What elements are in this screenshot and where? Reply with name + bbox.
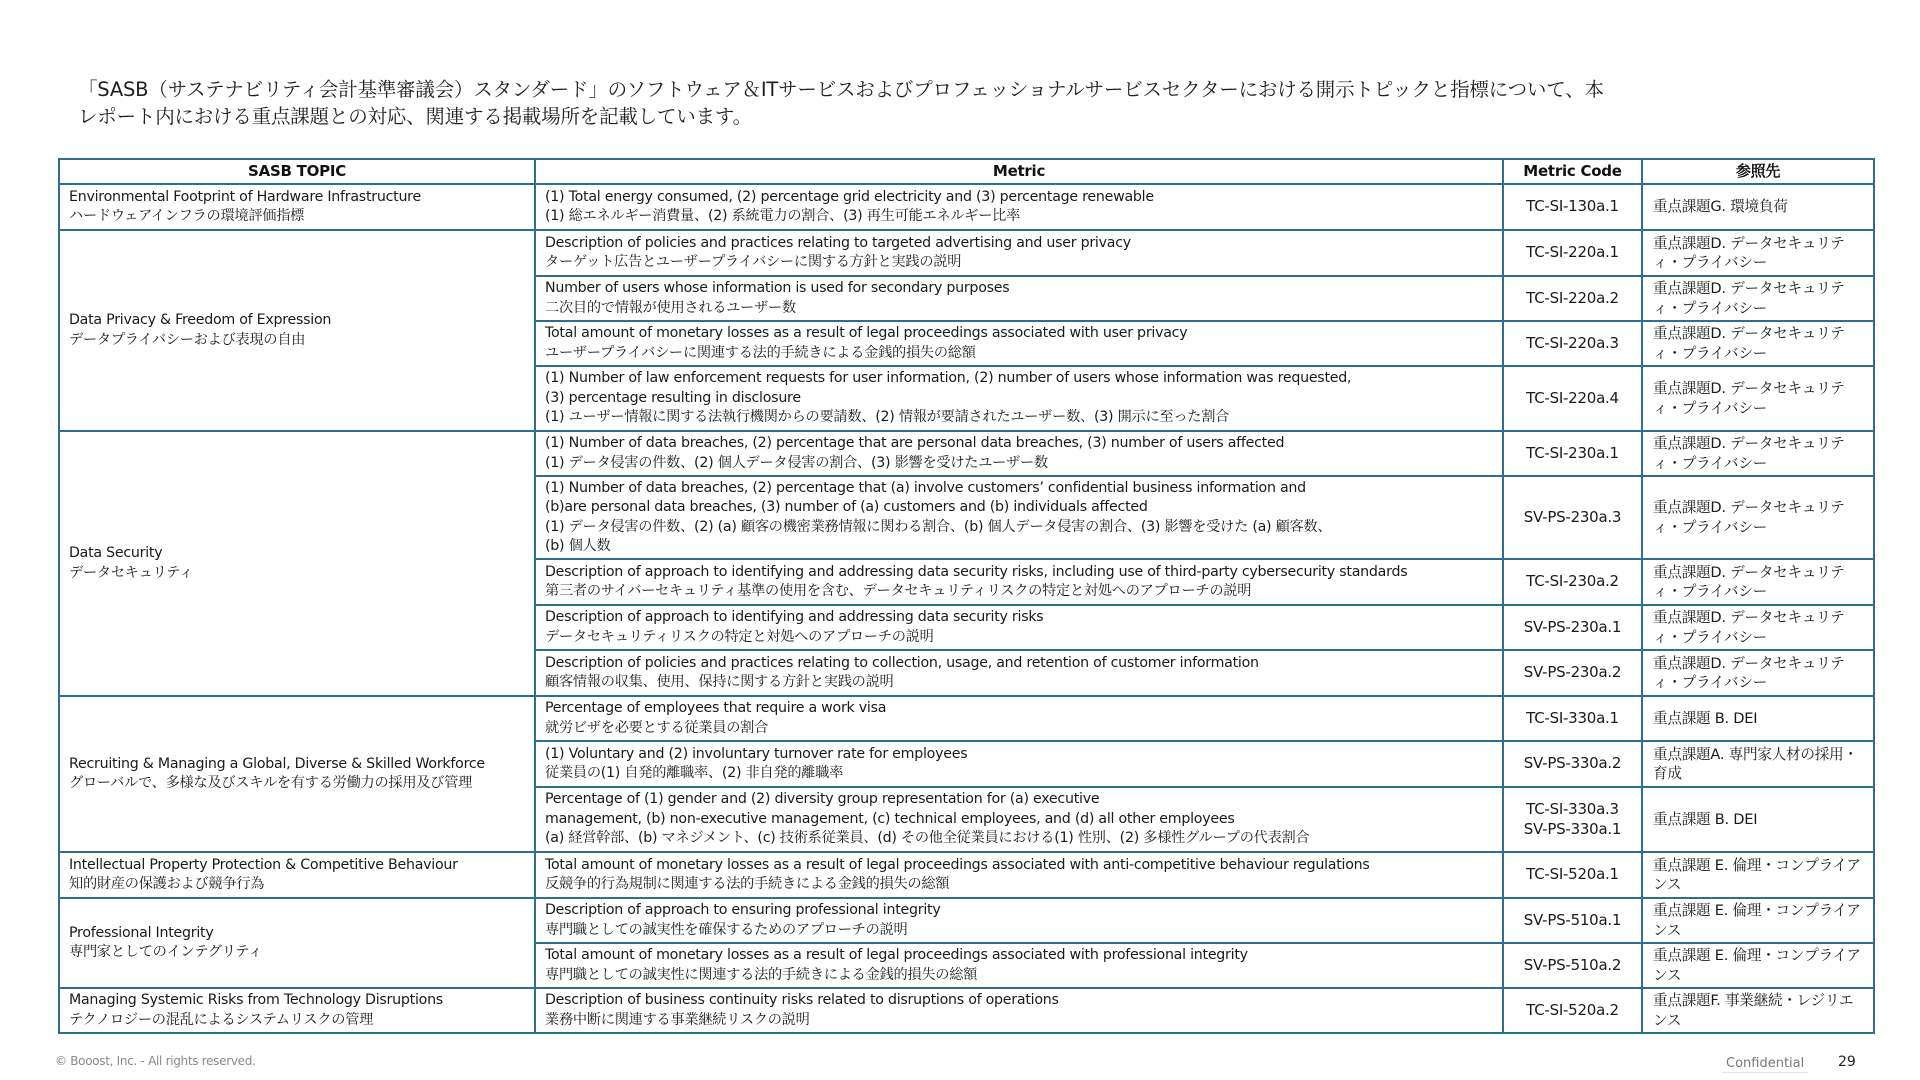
reference-cell: 重点課題 E. 倫理・コンプライアンス — [1642, 852, 1874, 898]
metric-code-cell: TC-SI-130a.1 — [1503, 184, 1642, 230]
metric-line: (3) percentage resulting in disclosure — [545, 389, 801, 406]
metric-line: (a) 経営幹部、(b) マネジメント、(c) 技術系従業員、(d) その他全従業員における(1) 性別、(2) 多様性グループの代表割合 — [545, 830, 1310, 847]
metric-cell — [535, 787, 1503, 852]
metric-cell — [535, 559, 1503, 605]
metric-line: 就労ビザを必要とする従業員の割合 — [545, 719, 769, 736]
topic-cell — [59, 696, 535, 852]
metric-cell — [535, 321, 1503, 366]
metric-code-cell: TC-SI-520a.1 — [1503, 852, 1642, 898]
topic-en: Professional Integrity — [69, 924, 214, 941]
topic-en: Data Security — [69, 545, 163, 561]
header-sasb-topic: SASB TOPIC — [59, 159, 535, 184]
table-header-row — [59, 159, 1874, 184]
topic-en: Recruiting & Managing a Global, Diverse & Skilled Workforce — [69, 755, 485, 772]
topic-ja: グローバルで、多様な及びスキルを有する労働力の採用及び管理 — [69, 775, 473, 791]
metric-line: (b)are personal data breaches, (3) number of (a) customers and (b) individuals affected — [545, 499, 1148, 515]
metric-cell — [535, 943, 1503, 988]
metric-line: Description of approach to identifying and addressing data security risks, including use of third-party cybersecurity standards — [545, 563, 1408, 580]
metric-line: Description of policies and practices relating to collection, usage, and retention of customer information — [545, 654, 1259, 671]
table-row — [59, 431, 1874, 476]
topic-cell — [59, 898, 535, 988]
metric-line: ターゲット広告とユーザープライバシーに関する方針と実践の説明 — [545, 254, 962, 270]
topic-cell — [59, 184, 535, 230]
topic-en: Intellectual Property Protection & Competitive Behaviour — [69, 856, 458, 873]
confidential-label: Confidential — [1722, 1056, 1808, 1073]
metric-cell — [535, 852, 1503, 898]
table-row — [59, 184, 1874, 230]
metric-line: (b) 個人数 — [545, 538, 611, 554]
metric-line: management, (b) non-executive management, (c) technical employees, and (d) all other employees — [545, 810, 1235, 827]
reference-cell: 重点課題 E. 倫理・コンプライアンス — [1642, 898, 1874, 943]
metric-code-cell: TC-SI-520a.2 — [1503, 988, 1642, 1033]
metric-line: Description of policies and practices relating to targeted advertising and user privacy — [545, 234, 1131, 251]
intro-line-1: 「SASB（サステナビリティ会計基準審議会）スタンダード」のソフトウェア＆ITサービスおよびプロフェッショナルサービスセクターにおける開示トピックと指標について、本 — [78, 78, 1604, 101]
metric-line: 業務中断に関連する事業継続リスクの説明 — [545, 1011, 810, 1028]
topic-cell — [59, 988, 535, 1033]
topic-en: Managing Systemic Risks from Technology Disruptions — [69, 992, 443, 1008]
reference-cell: 重点課題F. 事業継続・レジリエンス — [1642, 988, 1874, 1033]
metric-line: Description of approach to ensuring professional integrity — [545, 902, 941, 918]
metric-line: Description of approach to identifying and addressing data security risks — [545, 609, 1044, 625]
metric-cell — [535, 650, 1503, 696]
metric-line: Percentage of employees that require a work visa — [545, 700, 887, 716]
metric-line: (1) Number of data breaches, (2) percentage that are personal data breaches, (3) number of users affected — [545, 435, 1285, 451]
table-row — [59, 852, 1874, 898]
metric-code-cell: TC-SI-220a.4 — [1503, 366, 1642, 431]
intro-text — [78, 76, 1858, 130]
reference-cell: 重点課題D. データセキュリティ・プライバシー — [1642, 431, 1874, 476]
metric-line: ユーザープライバシーに関連する法的手続きによる金銭的損失の総額 — [545, 344, 976, 361]
metric-line: 反競争的行為規制に関連する法的手続きによる金銭的損失の総額 — [545, 876, 950, 892]
metric-code-cell: SV-PS-230a.1 — [1503, 605, 1642, 650]
metric-line: Total amount of monetary losses as a result of legal proceedings associated with professional integrity — [545, 947, 1248, 963]
topic-cell — [59, 431, 535, 696]
metric-cell — [535, 605, 1503, 650]
reference-cell: 重点課題D. データセキュリティ・プライバシー — [1642, 366, 1874, 431]
metric-code-cell: TC-SI-330a.1 — [1503, 696, 1642, 741]
table-row — [59, 230, 1874, 276]
header-metric-code: Metric Code — [1503, 159, 1642, 184]
reference-cell: 重点課題D. データセキュリティ・プライバシー — [1642, 650, 1874, 696]
reference-cell: 重点課題D. データセキュリティ・プライバシー — [1642, 276, 1874, 321]
reference-cell: 重点課題D. データセキュリティ・プライバシー — [1642, 559, 1874, 605]
metric-code-cell: TC-SI-230a.2 — [1503, 559, 1642, 605]
reference-cell: 重点課題A. 専門家人材の採用・育成 — [1642, 741, 1874, 787]
metric-line: 第三者のサイバーセキュリティ基準の使用を含む、データセキュリティリスクの特定と対処へのアプローチの説明 — [545, 583, 1252, 599]
metric-line: 専門職としての誠実性に関連する法的手続きによる金銭的損失の総額 — [545, 966, 978, 983]
metric-code-cell: SV-PS-230a.3 — [1503, 476, 1642, 559]
metric-line: Total amount of monetary losses as a result of legal proceedings associated with anti-competitive behaviour regulations — [545, 856, 1370, 873]
reference-cell: 重点課題D. データセキュリティ・プライバシー — [1642, 476, 1874, 559]
reference-cell: 重点課題G. 環境負荷 — [1642, 184, 1874, 230]
topic-ja: データプライバシーおよび表現の自由 — [69, 331, 306, 348]
metric-line: (1) データ侵害の件数、(2) 個人データ侵害の割合、(3) 影響を受けたユーザー数 — [545, 454, 1048, 471]
metric-line: Percentage of (1) gender and (2) diversity group representation for (a) executive — [545, 791, 1100, 808]
metric-line: データセキュリティリスクの特定と対処へのアプローチの説明 — [545, 628, 934, 645]
metric-cell — [535, 476, 1503, 559]
metric-code-cell: SV-PS-230a.2 — [1503, 650, 1642, 696]
topic-cell — [59, 852, 535, 898]
page-number: 29 — [1838, 1054, 1856, 1070]
metric-code-cell: SV-PS-510a.2 — [1503, 943, 1642, 988]
metric-code-cell — [1503, 787, 1642, 852]
topic-ja: 専門家としてのインテグリティ — [69, 944, 263, 960]
reference-cell: 重点課題D. データセキュリティ・プライバシー — [1642, 230, 1874, 276]
sasb-table — [58, 158, 1875, 1034]
metric-line: 専門職としての誠実性を確保するためのアプローチの説明 — [545, 921, 908, 938]
metric-cell — [535, 898, 1503, 943]
metric-line: (1) ユーザー情報に関する法執行機関からの要請数、(2) 情報が要請されたユーザー数、(3) 開示に至った割合 — [545, 409, 1230, 426]
metric-code-cell: TC-SI-230a.1 — [1503, 431, 1642, 476]
metric-line: 顧客情報の収集、使用、保持に関する方針と実践の説明 — [545, 674, 894, 690]
intro-line-2: レポート内における重点課題との対応、関連する掲載場所を記載しています。 — [78, 105, 752, 128]
metric-cell — [535, 741, 1503, 787]
metric-line: (1) Number of law enforcement requests for user information, (2) number of users whose information was requested, — [545, 370, 1352, 387]
metric-code-cell: SV-PS-330a.2 — [1503, 741, 1642, 787]
metric-line: 二次目的で情報が使用されるユーザー数 — [545, 299, 796, 316]
metric-line: (1) Total energy consumed, (2) percentage grid electricity and (3) percentage renewable — [545, 188, 1154, 205]
reference-cell: 重点課題 B. DEI — [1642, 787, 1874, 852]
metric-line: (1) Number of data breaches, (2) percentage that (a) involve customers’ confidential business information and — [545, 479, 1306, 496]
metric-code-cell: TC-SI-220a.3 — [1503, 321, 1642, 366]
metric-line: (1) データ侵害の件数、(2) (a) 顧客の機密業務情報に関わる割合、(b) 個人データ侵害の割合、(3) 影響を受けた (a) 顧客数、 — [545, 518, 1332, 535]
topic-ja: テクノロジーの混乱によるシステムリスクの管理 — [69, 1011, 374, 1028]
topic-ja: データセキュリティ — [69, 564, 194, 581]
topic-ja: 知的財産の保護および競争行為 — [69, 876, 265, 892]
metric-cell — [535, 366, 1503, 431]
copyright-text: © Booost, Inc. - All rights reserved. — [55, 1054, 256, 1068]
metric-line: Number of users whose information is used for secondary purposes — [545, 280, 1010, 296]
table-row — [59, 898, 1874, 943]
header-reference: 参照先 — [1642, 159, 1874, 184]
reference-cell: 重点課題 E. 倫理・コンプライアンス — [1642, 943, 1874, 988]
metric-code-cell: SV-PS-510a.1 — [1503, 898, 1642, 943]
metric-code-cell: TC-SI-220a.1 — [1503, 230, 1642, 276]
metric-cell — [535, 696, 1503, 741]
metric-line: (1) Voluntary and (2) involuntary turnover rate for employees — [545, 745, 968, 762]
metric-code-cell: TC-SI-220a.2 — [1503, 276, 1642, 321]
metric-cell — [535, 184, 1503, 230]
metric-cell — [535, 276, 1503, 321]
metric-line: Total amount of monetary losses as a result of legal proceedings associated with user privacy — [545, 325, 1188, 341]
reference-cell: 重点課題D. データセキュリティ・プライバシー — [1642, 605, 1874, 650]
metric-line: (1) 総エネルギー消費量、(2) 系統電力の割合、(3) 再生可能エネルギー比率 — [545, 208, 1021, 224]
topic-cell — [59, 230, 535, 431]
table-row — [59, 696, 1874, 741]
topic-ja: ハードウェアインフラの環境評価指標 — [69, 208, 305, 224]
metric-line: 従業員の(1) 自発的離職率、(2) 非自発的離職率 — [545, 765, 844, 781]
metric-code-line: TC-SI-330a.3 — [1526, 800, 1619, 818]
metric-cell — [535, 431, 1503, 476]
metric-cell — [535, 230, 1503, 276]
topic-en: Environmental Footprint of Hardware Infrastructure — [69, 188, 421, 205]
reference-cell: 重点課題D. データセキュリティ・プライバシー — [1642, 321, 1874, 366]
topic-en: Data Privacy & Freedom of Expression — [69, 312, 332, 328]
reference-cell: 重点課題 B. DEI — [1642, 696, 1874, 741]
header-metric: Metric — [535, 159, 1503, 184]
metric-line: Description of business continuity risks related to disruptions of operations — [545, 992, 1059, 1008]
metric-code-line: SV-PS-330a.1 — [1523, 819, 1622, 838]
metric-cell — [535, 988, 1503, 1033]
table-row — [59, 988, 1874, 1033]
